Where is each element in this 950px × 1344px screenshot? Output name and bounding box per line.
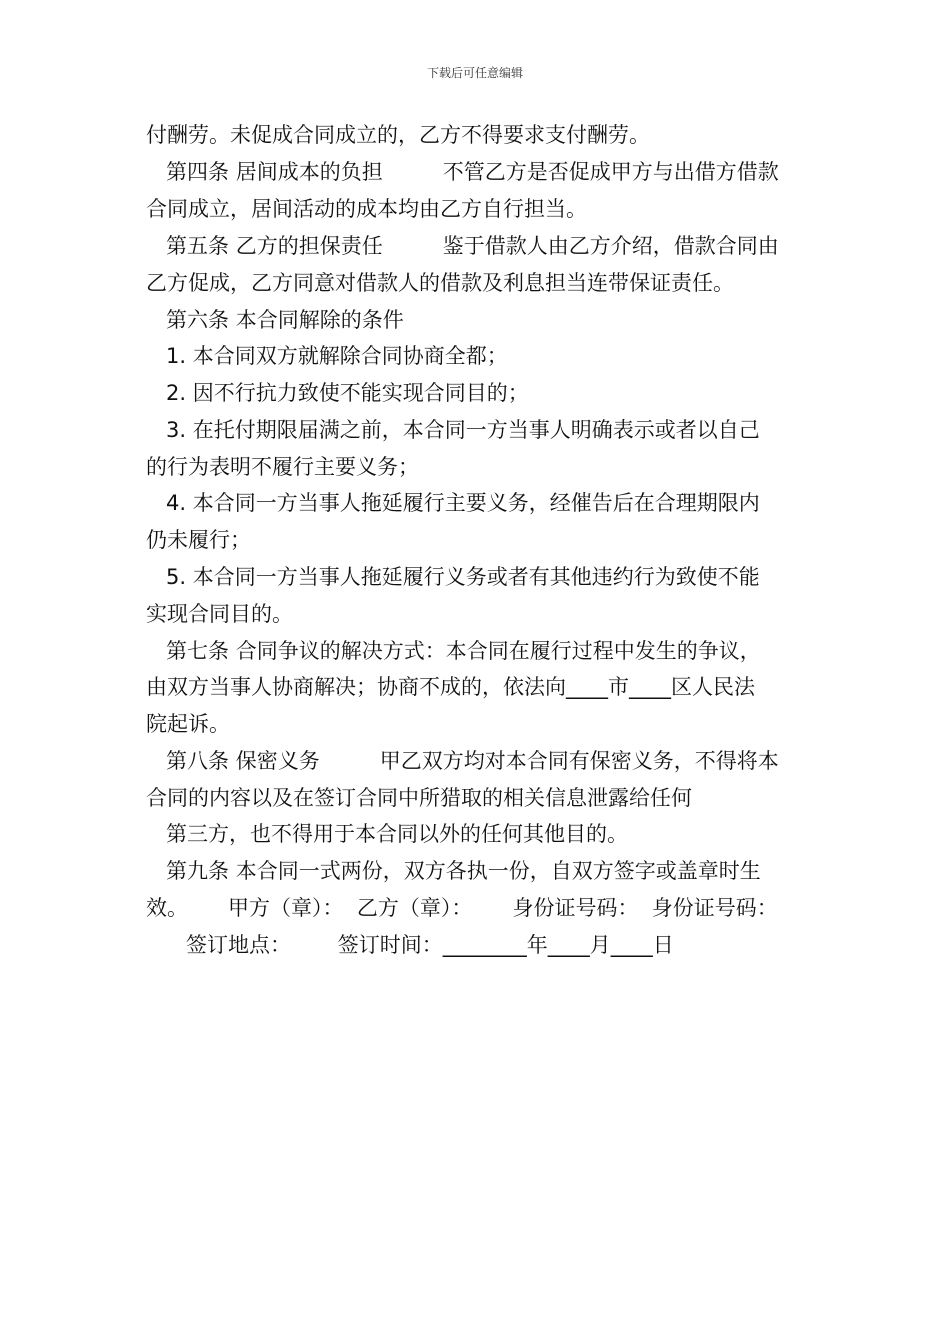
- text-line: 第五条 乙方的担保责任 鉴于借款人由乙方介绍，借款合同由: [146, 234, 779, 258]
- text-line: 合同成立，居间活动的成本均由乙方自行担当。: [146, 197, 587, 221]
- text-line: 1. 本合同双方就解除合同协商全都；: [146, 344, 508, 368]
- text-line: 效。 甲方（章）： 乙方（章）： 身份证号码： 身份证号码：: [146, 896, 778, 920]
- text-line: 第六条 本合同解除的条件: [146, 308, 404, 332]
- page-header: 下载后可任意编辑: [426, 66, 523, 80]
- text-line: 由双方当事人协商解决；协商不成的，依法向____市____区人民法: [146, 675, 755, 699]
- text-line: 5. 本合同一方当事人拖延履行义务或者有其他违约行为致使不能: [146, 565, 760, 589]
- text-line: 第八条 保密义务 甲乙双方均对本合同有保密义务，不得将本: [146, 749, 779, 773]
- text-line: 合同的内容以及在签订合同中所猎取的相关信息泄露给任何: [146, 786, 692, 810]
- text-line: 3. 在托付期限届满之前，本合同一方当事人明确表示或者以自己: [146, 418, 760, 442]
- text-line: 仍未履行；: [146, 528, 251, 552]
- text-line: 实现合同目的。: [146, 602, 293, 626]
- text-line: 院起诉。: [146, 712, 230, 736]
- text-line: 的行为表明不履行主要义务；: [146, 455, 419, 479]
- text-line: 第七条 合同争议的解决方式：本合同在履行过程中发生的争议，: [146, 639, 761, 663]
- text-line: 乙方促成，乙方同意对借款人的借款及利息担当连带保证责任。: [146, 271, 734, 295]
- text-line: 付酬劳。未促成合同成立的，乙方不得要求支付酬劳。: [146, 123, 650, 147]
- text-line: 第九条 本合同一式两份，双方各执一份，自双方签字或盖章时生: [146, 859, 761, 883]
- text-line: 2. 因不行抗力致使不能实现合同目的；: [146, 381, 529, 405]
- text-line: 第四条 居间成本的负担 不管乙方是否促成甲方与出借方借款: [146, 160, 779, 184]
- text-line: 4. 本合同一方当事人拖延履行主要义务，经催告后在合理期限内: [146, 491, 760, 515]
- text-line: 第三方，也不得用于本合同以外的任何其他目的。: [146, 822, 629, 846]
- text-line: 签订地点： 签订时间：________年____月____日: [146, 933, 674, 957]
